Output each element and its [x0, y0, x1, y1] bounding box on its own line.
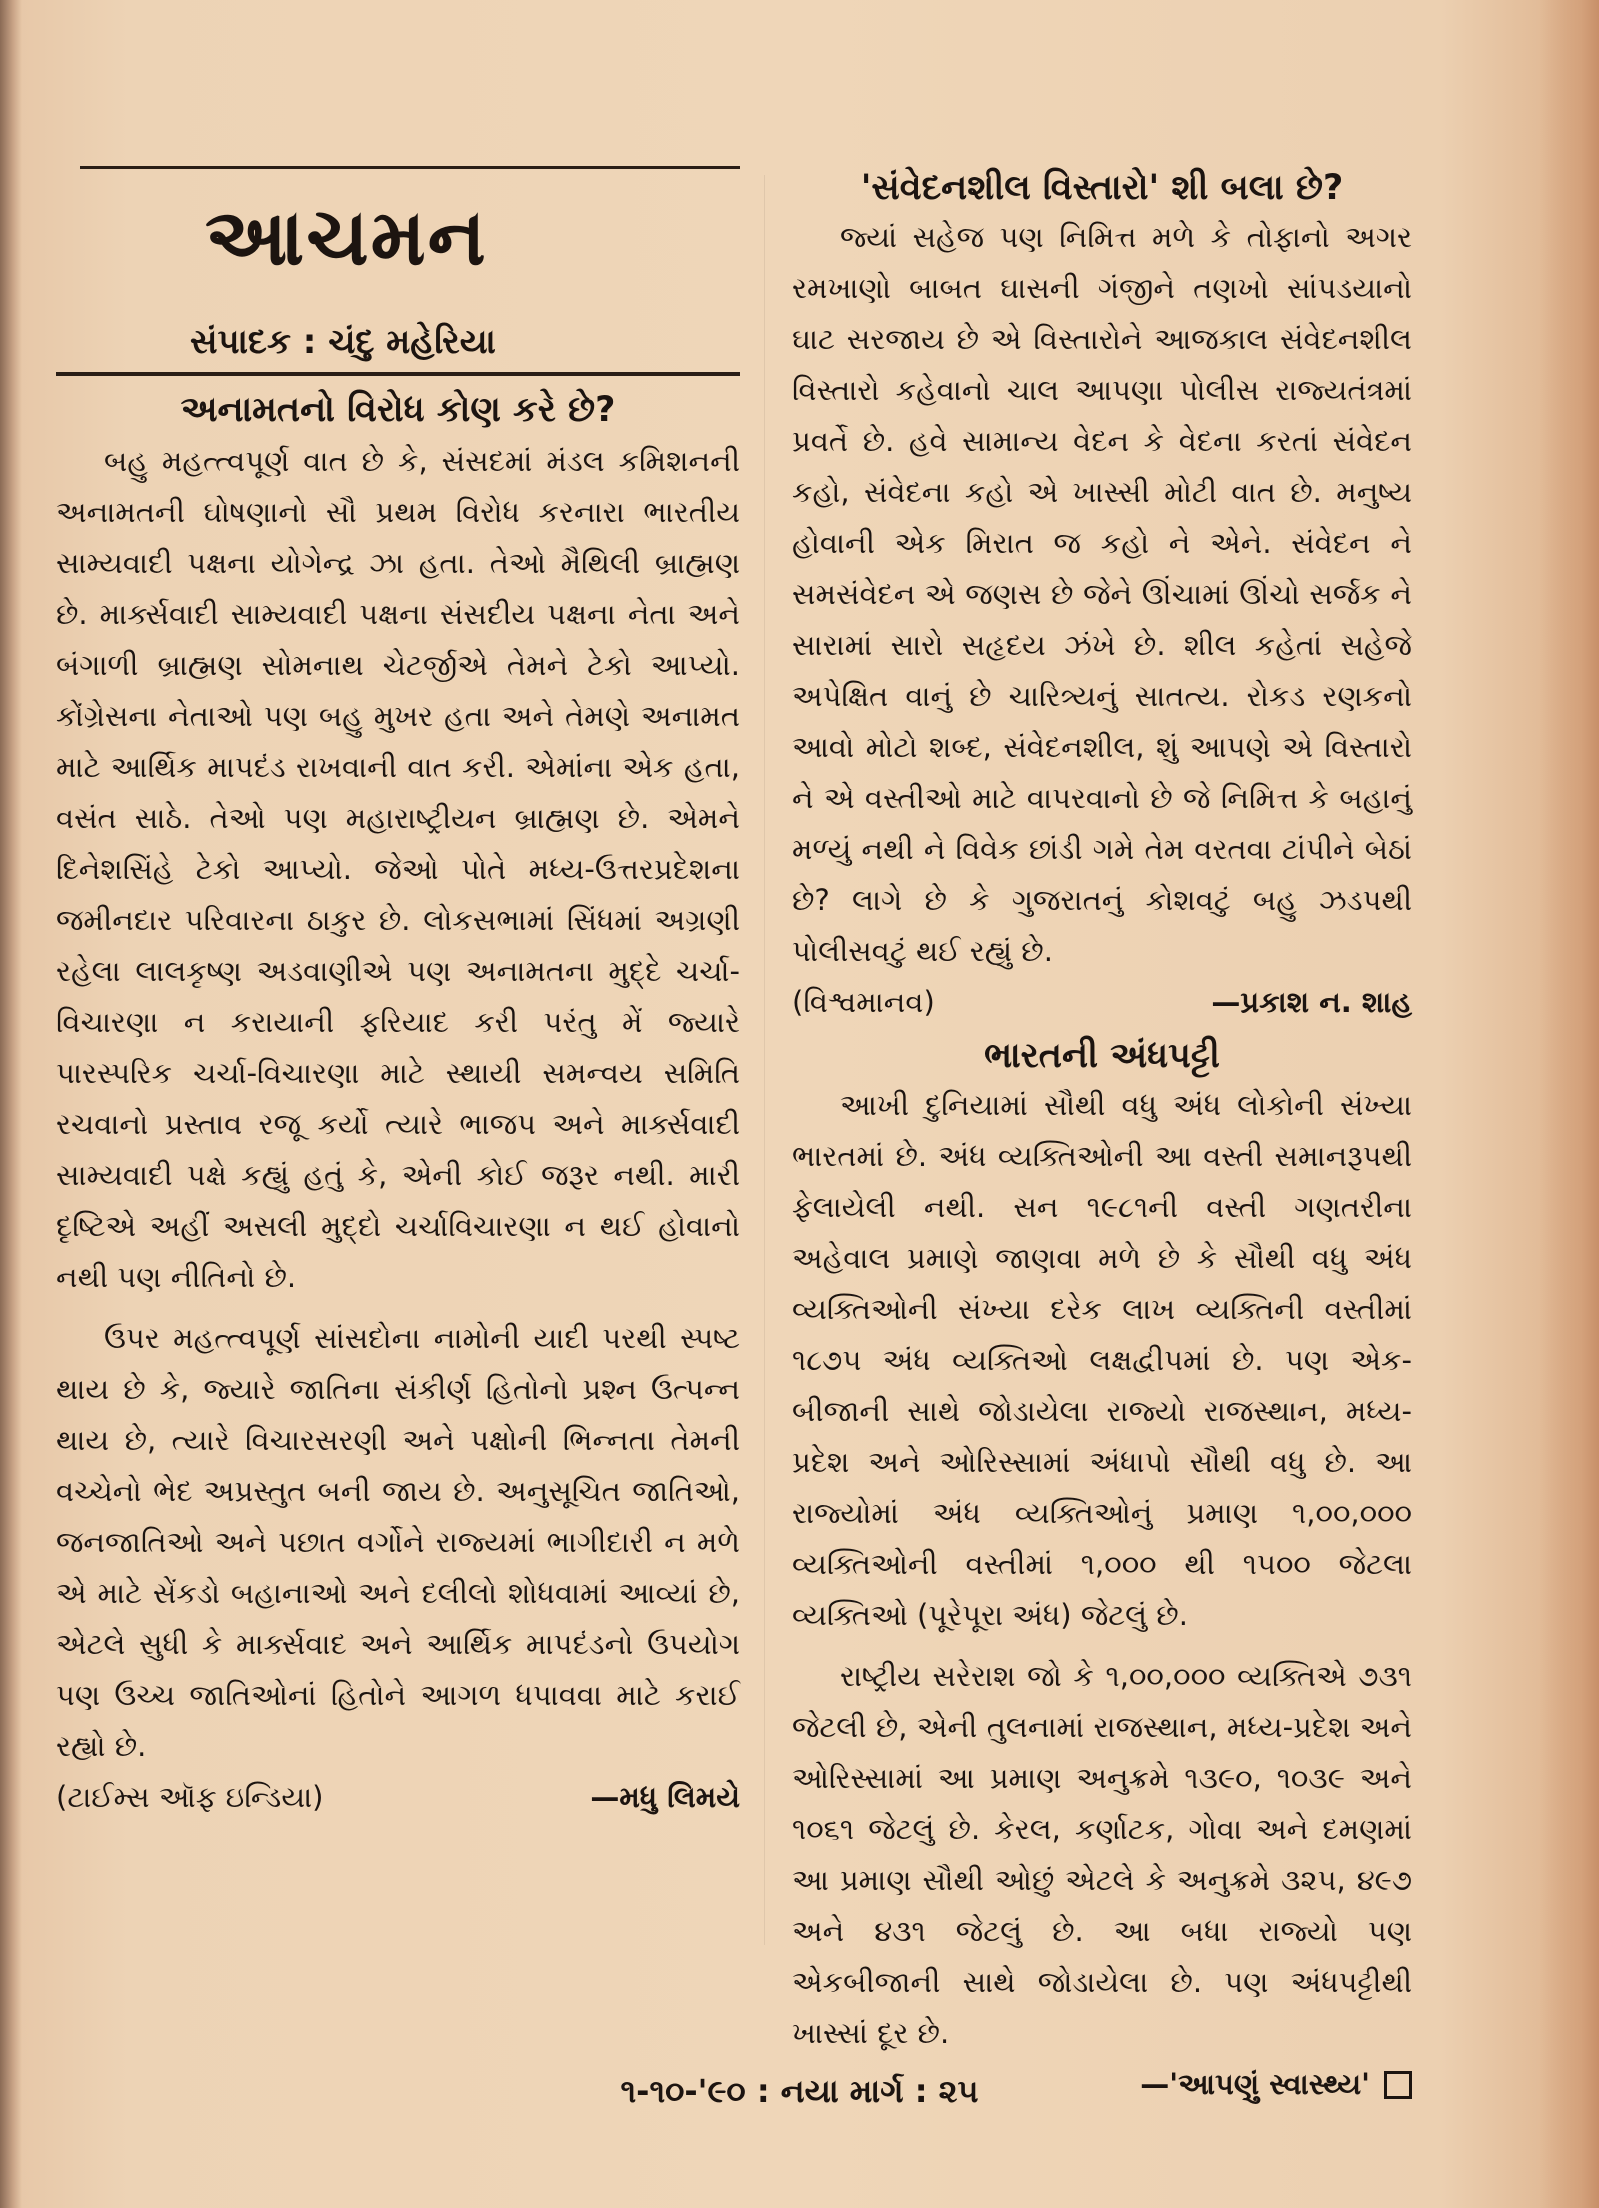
article-blind-belt-para-2: રાષ્ટ્રીય સરેરાશ જો કે ૧,૦૦,૦૦૦ વ્યક્તિએ ૭૩૧ જેટલી છે, એની તુલનામાં રાજસ્થાન, મધ્ય-પ્રદેશ અને ઓરિસ્સામાં આ પ્રમાણ અનુક્રમે ૧૩૯૦, ૧૦૩૯ અને ૧૦૬૧ જેટલું છે. કેરલ, કર્ણાટક, ગોવા અને દમણમાં આ પ્રમાણ સૌથી ઓછું એટલે કે અનુક્રમે ૩૨૫, ૪૯૭ અને ૪૩૧ જેટલું છે. આ બધા રાજ્યો પણ એકબીજાની સાથે જોડાયેલા છે. પણ અંધપટ્ટીથી ખાસ્સાં દૂર છે.: [792, 1659, 1412, 2050]
masthead-top-rule: [80, 166, 740, 169]
article-blind-belt-author: —'આપણું સ્વાસ્થ્ય': [1140, 2067, 1370, 2101]
left-column: [56, 390, 740, 1823]
article-sensitive-areas-author: —પ્રકાશ ન. શાહ: [1211, 985, 1412, 1019]
masthead-title: આચમન: [205, 192, 488, 283]
paper-right-edge: [1539, 0, 1599, 2208]
column-divider: [764, 175, 765, 1945]
right-column: [792, 168, 1412, 2110]
article-heading-reservation: અનામતનો વિરોધ કોણ કરે છે?: [180, 390, 616, 430]
article-reservation-para-1: બહુ મહત્ત્વપૂર્ણ વાત છે કે, સંસદમાં મંડલ કમિશનની અનામતની ઘોષણાનો સૌ પ્રથમ વિરોધ કરનારા ભારતીય સામ્યવાદી પક્ષના યોગેન્દ્ર ઝા હતા. તેઓ મૈથિલી બ્રાહ્મણ છે. માર્ક્સવાદી સામ્યવાદી પક્ષના સંસદીય પક્ષના નેતા અને બંગાળી બ્રાહ્મણ સોમનાથ ચેટર્જીએ તેમને ટેકો આપ્યો. કોંગ્રેસના નેતાઓ પણ બહુ મુખર હતા અને તેમણે અનામત માટે આર્થિક માપદંડ રાખવાની વાત કરી. એમાંના એક હતા, વસંત સાઠે. તેઓ પણ મહારાષ્ટ્રીયન બ્રાહ્મણ છે. એમને દિનેશસિંહે ટેકો આપ્યો. જેઓ પોતે મધ્ય-ઉત્તરપ્રદેશના જમીનદાર પરિવારના ઠાકુર છે. લોકસભામાં સિંધમાં અગ્રણી રહેલા લાલકૃષ્ણ અડવાણીએ પણ અનામતના મુદ્દે ચર્ચા-વિચારણા ન કરાયાની ફરિયાદ કરી પરંતુ મેં જ્યારે પારસ્પરિક ચર્ચા-વિચારણા માટે સ્થાયી સમન્વય સમિતિ રચવાનો પ્રસ્તાવ રજૂ કર્યો ત્યારે ભાજપ અને માર્ક્સવાદી સામ્યવાદી પક્ષે કહ્યું હતું કે, એની કોઈ જરૂર નથી. મારી દૃષ્ટિએ અહીં અસલી મુદ્દો ચર્ચાવિચારણા ન થઈ હોવાનો નથી પણ નીતિનો છે.: [56, 444, 740, 1294]
article-sensitive-areas-para-1: જ્યાં સહેજ પણ નિમિત્ત મળે કે તોફાનો અગર રમખાણો બાબત ઘાસની ગંજીને તણખો સાંપડયાનો ઘાટ સરજાય છે એ વિસ્તારોને આજકાલ સંવેદનશીલ વિસ્તારો કહેવાનો ચાલ આપણા પોલીસ રાજ્યતંત્રમાં પ્રવર્તે છે. હવે સામાન્ય વેદન કે વેદના કરતાં સંવેદન કહો, સંવેદના કહો એ ખાસ્સી મોટી વાત છે. મનુષ્ય હોવાની એક મિરાત જ કહો ને એને. સંવેદન ને સમસંવેદન એ જણસ છે જેને ઊંચામાં ઊંચો સર્જક ને સારામાં સારો સહૃદય ઝંખે છે. શીલ કહેતાં સહેજે અપેક્ષિત વાનું છે ચારિત્ર્યનું સાતત્ય. રોકડ રણકનો આવો મોટો શબ્દ, સંવેદનશીલ, શું આપણે એ વિસ્તારો ને એ વસ્તીઓ માટે વાપરવાનો છે જે નિમિત્ત કે બહાનું મળ્યું નથી ને વિવેક છાંડી ગમે તેમ વરતવા ટાંપીને બેઠાં છે? લાગે છે કે ગુજરાતનું કોશવટું બહુ ઝડપથી પોલીસવટું થઈ રહ્યું છે.: [792, 220, 1412, 968]
page-footer: ૧-૧૦-'૯૦ : નયા માર્ગ : ૨૫: [620, 2072, 979, 2110]
article-heading-blind-belt: ભારતની અંધપટ્ટી: [984, 1036, 1220, 1076]
article-reservation-author: —મધુ લિમયે: [590, 1780, 740, 1814]
masthead-bottom-rule: [56, 372, 740, 376]
article-sensitive-areas-source: (વિશ્વમાનવ): [792, 985, 935, 1019]
article-reservation-signature: [56, 1772, 740, 1823]
article-blind-belt-para-1: આખી દુનિયામાં સૌથી વધુ અંધ લોકોની સંખ્યા ભારતમાં છે. અંધ વ્યક્તિઓની આ વસ્તી સમાનરૂપથી ફેલાયેલી નથી. સન ૧૯૮૧ની વસ્તી ગણતરીના અહેવાલ પ્રમાણે જાણવા મળે છે કે સૌથી વધુ અંધ વ્યક્તિઓની સંખ્યા દરેક લાખ વ્યક્તિની વસ્તીમાં ૧૮૭૫ અંધ વ્યક્તિઓ લક્ષદ્વીપમાં છે. પણ એક-બીજાની સાથે જોડાયેલા રાજ્યો રાજસ્થાન, મધ્ય-પ્રદેશ અને ઓરિસ્સામાં અંધાપો સૌથી વધુ છે. આ રાજ્યોમાં અંધ વ્યક્તિઓનું પ્રમાણ ૧,૦૦,૦૦૦ વ્યક્તિઓની વસ્તીમાં ૧,૦૦૦ થી ૧૫૦૦ જેટલા વ્યક્તિઓ (પૂરેપૂરા અંધ) જેટલું છે.: [792, 1088, 1412, 1632]
paper-left-edge: [0, 0, 22, 2208]
article-reservation-source: (ટાઈમ્સ ઑફ ઇન્ડિયા): [56, 1780, 324, 1814]
article-heading-sensitive-areas: 'સંવેદનશીલ વિસ્તારો' શી બલા છે?: [860, 168, 1344, 208]
article-sensitive-areas-signature: [792, 977, 1412, 1028]
article-reservation-para-2: ઉપર મહત્ત્વપૂર્ણ સાંસદોના નામોની યાદી પરથી સ્પષ્ટ થાય છે કે, જ્યારે જાતિના સંકીર્ણ હિતોનો પ્રશ્ન ઉત્પન્ન થાય છે, ત્યારે વિચારસરણી અને પક્ષોની ભિન્નતા તેમની વચ્ચેનો ભેદ અપ્રસ્તુત બની જાય છે. અનુસૂચિત જાતિઓ, જનજાતિઓ અને પછાત વર્ગોને રાજ્યમાં ભાગીદારી ન મળે એ માટે સેંકડો બહાનાઓ અને દલીલો શોધવામાં આવ્યાં છે, એટલે સુધી કે માર્ક્સવાદ અને આર્થિક માપદંડનો ઉપયોગ પણ ઉચ્ચ જાતિઓનાં હિતોને આગળ ધપાવવા માટે કરાઈ રહ્યો છે.: [56, 1321, 740, 1763]
editor-line: સંપાદક : ચંદુ મહેરિયા: [190, 322, 496, 362]
